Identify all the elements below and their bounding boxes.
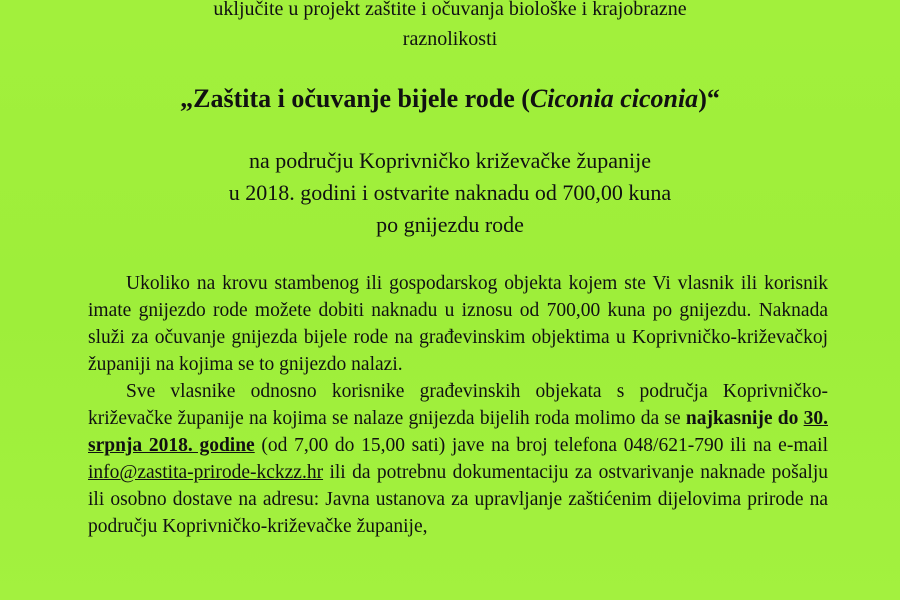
- title-species: Ciconia ciconia: [529, 84, 699, 113]
- subtitle: [0, 145, 900, 241]
- email-link[interactable]: info@zastita-prirode-kckzz.hr: [88, 462, 324, 483]
- intro-line-1: uključite u projekt zaštite i očuvanja biološke i krajobrazne: [213, 0, 687, 20]
- paragraph-2-part-3: ili da potrebnu dokumentaciju za ostvarivanje naknade pošalju ili osobno dostave na adresu: Javna ustanova za upravljanje zaštićenim dijelovima prirode na području Koprivničko-križevačke županije,: [88, 462, 828, 537]
- intro-text: [0, 0, 900, 54]
- subtitle-line-3: po gnijezdu rode: [376, 212, 524, 237]
- document-title: [0, 82, 900, 116]
- title-close: )“: [698, 84, 720, 113]
- body-text: [88, 270, 828, 540]
- intro-line-2: raznolikosti: [402, 28, 498, 50]
- paragraph-2-part-2: (od 7,00 do 15,00 sati) jave na broj telefona 048/621-790 ili na e-mail: [254, 435, 828, 456]
- subtitle-line-2: u 2018. godini i ostvarite naknadu od 700,00 kuna: [228, 180, 672, 205]
- deadline-date: 30. srpnja 2018. godine: [88, 408, 828, 456]
- subtitle-line-1: na području Koprivničko križevačke županije: [249, 148, 651, 173]
- paragraph-2-part-1: Sve vlasnike odnosno korisnike građevinskih objekata s područja Koprivničko-križevačke županije na kojima se nalaze gnijezda bijelih roda molimo da se: [88, 381, 828, 429]
- deadline-prefix: najkasnije do: [685, 408, 804, 429]
- title-open: „Zaštita i očuvanje bijele rode (: [180, 84, 530, 113]
- paragraph-1: Ukoliko na krovu stambenog ili gospodarskog objekta kojem ste Vi vlasnik ili korisnik imate gnijezdo rode možete dobiti naknadu u iznosu od 700,00 kuna po gnijezdu. Naknada služi za očuvanje gnijezda bijele rode na građevinskim objektima u Koprivničko-križevačkoj županiji na kojima se to gnijezdo nalazi.: [88, 273, 828, 375]
- paragraph-2: [88, 378, 828, 540]
